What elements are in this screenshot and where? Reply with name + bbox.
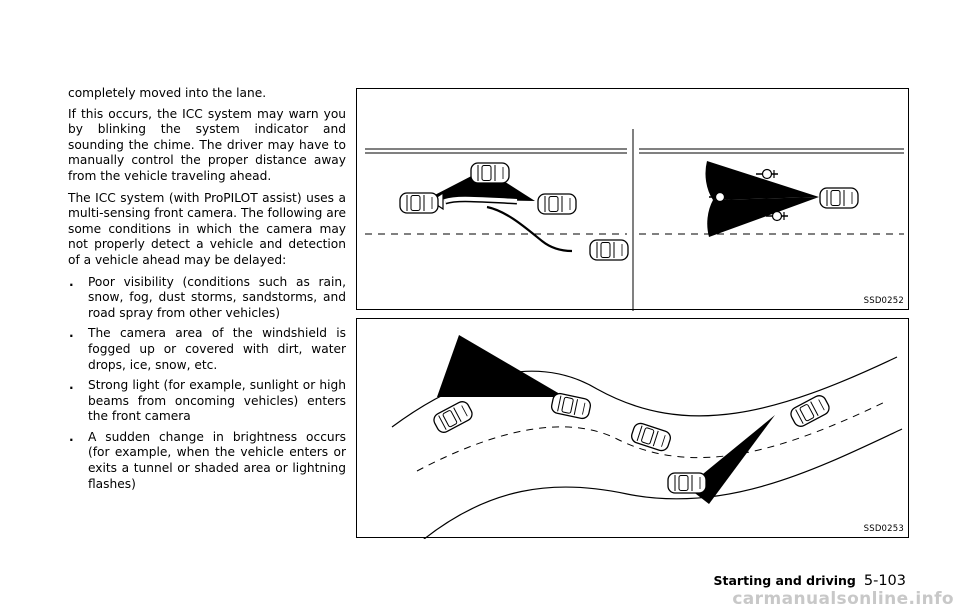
- page-number: 5-103: [863, 573, 906, 589]
- list-item-text: Strong light (for example, sunlight or high beams from oncoming vehicles) enters the front camera: [88, 378, 346, 424]
- list-item-text: A sudden change in brightness occurs (for example, when the vehicle enters or exits a tunnel or shaded area or lightning flashes): [88, 429, 346, 491]
- list-item-text: The camera area of the windshield is fogged up or covered with dirt, water drops, ice, snow, etc.: [88, 326, 346, 372]
- list-item: [68, 378, 346, 425]
- section-title: Starting and driving: [713, 573, 856, 588]
- list-item-text: Poor visibility (conditions such as rain, snow, fog, dust storms, sandstorms, and road spray from other vehicles): [88, 274, 346, 320]
- lane-change-illustration: [357, 89, 910, 311]
- bullet-marker: .: [69, 274, 74, 289]
- watermark: carmanualsonline.info: [732, 589, 954, 609]
- vehicle-ahead: [471, 163, 509, 183]
- vehicle: [630, 422, 672, 453]
- curved-road-illustration: [357, 319, 910, 539]
- vehicle-changing-lane: [590, 240, 628, 260]
- figure-curved-road: [356, 318, 909, 538]
- lane-change-arrow: [445, 199, 517, 201]
- paragraph: If this occurs, the ICC system may warn you by blinking the system indicator and sounding the chime. The driver may have to manually control the proper distance away from the vehicle traveling ahead.: [68, 106, 346, 183]
- page-footer: [714, 573, 907, 589]
- own-vehicle: [400, 193, 438, 213]
- list-item: [68, 275, 346, 322]
- vehicle-ahead: [538, 194, 576, 214]
- figure-code: SSD0253: [863, 524, 904, 534]
- list-item: [68, 326, 346, 373]
- motorcycle: [756, 170, 778, 179]
- bullet-marker: .: [69, 429, 74, 444]
- paragraph: completely moved into the lane.: [68, 86, 267, 100]
- body-text-column: [68, 86, 346, 497]
- vehicle: [432, 399, 475, 434]
- list-item: [68, 430, 346, 492]
- camera-detection-cone: [707, 197, 819, 237]
- camera-detection-cone: [437, 335, 565, 397]
- figure-code: SSD0252: [863, 296, 904, 306]
- own-vehicle: [820, 188, 858, 208]
- bullet-marker: .: [69, 326, 74, 341]
- bullet-marker: .: [69, 378, 74, 393]
- figure-lane-change: [356, 88, 909, 310]
- paragraph: The ICC system (with ProPILOT assist) uses a multi-sensing front camera. The following are some conditions in which the camera may not properly detect a vehicle and detection of a vehicle ahead may be delayed:: [68, 190, 346, 267]
- condition-list: [68, 275, 346, 493]
- own-vehicle: [668, 473, 706, 493]
- own-vehicle: [550, 392, 591, 419]
